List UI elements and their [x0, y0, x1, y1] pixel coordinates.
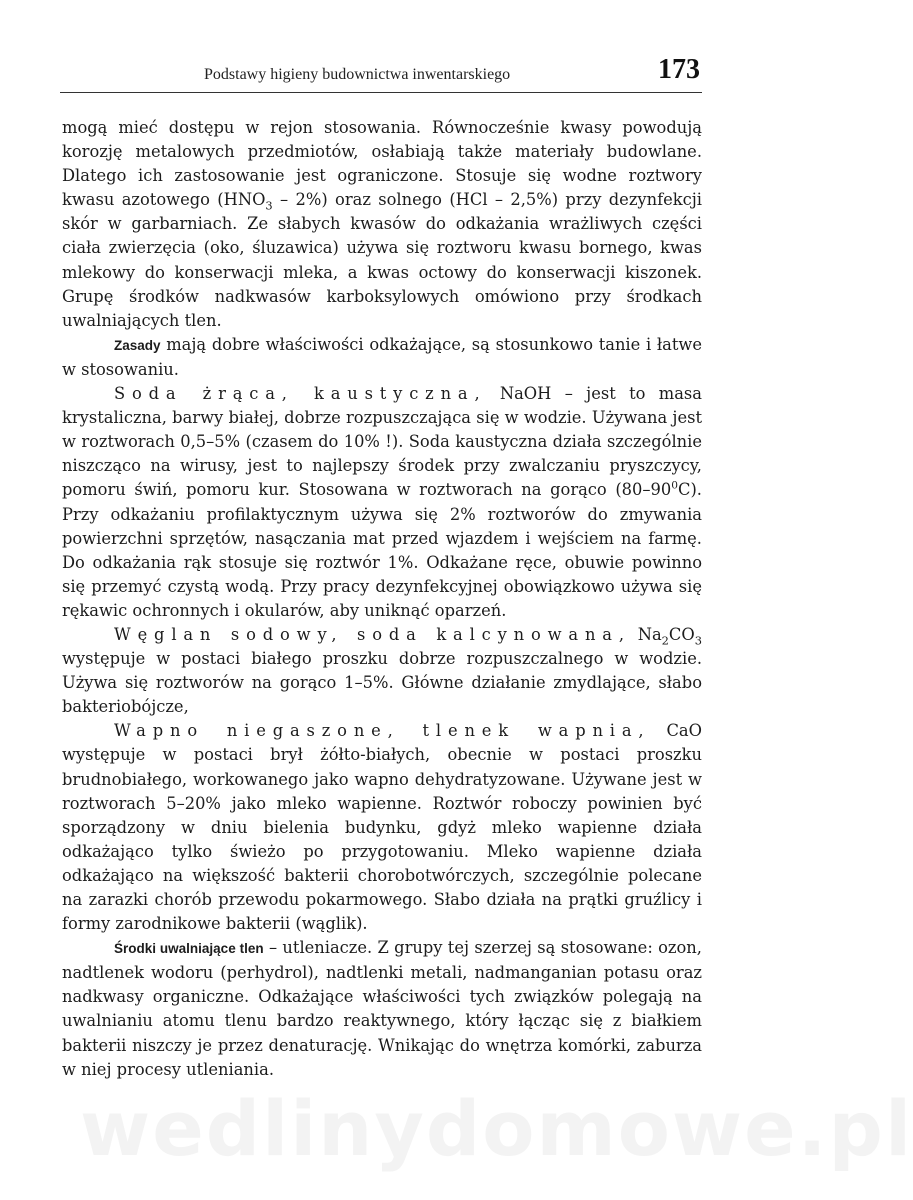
subscript: 3 — [694, 633, 702, 648]
paragraph-text: Na — [630, 624, 662, 644]
paragraph-text: NaOH – jest to masa krystaliczna, barwy białej, dobrze rozpuszczająca się w wodzie. Używana jest w roztworach 0,5–5% (czasem do 10% !). Soda kaustyczna działa szczególnie niszcząco na wirusy, jest to najlepszy środek przy zwalczaniu pryszczycy, pomoru świń, pomoru kur. Stosowana w roztworach na gorąco (80–90 — [62, 384, 702, 500]
paragraph-text: występuje w postaci białego proszku dobrze rozpuszczalnego w wodzie. Używa się roztworów na gorąco 1–5%. Główne działanie zmydlające, słabo bakteriobójcze, — [62, 649, 702, 717]
page-number: 173 — [658, 54, 700, 85]
paragraph-oxidizers — [62, 936, 702, 1082]
paragraph-bases — [62, 333, 702, 382]
paragraph-text: CaO występuje w postaci brył żółto-białych, obecnie w postaci proszku brudnobiałego, workowanego jako wapno dehydratyzowane. Używane jest w roztworach 5–20% jako mleko wapienne. Roztwór roboczy powinien być sporządzony w dniu bielenia budynku, gdyż mleko wapienne działa odkażająco tylko świeżo po przygotowaniu. Mleko wapienne działa odkażająco na większość bakterii chorobotwórczych, szczególnie polecane na zarazki chorób przewodu pokarmowego. Słabo działa na prątki gruźlicy i formy zarodnikowe bakterii (wąglik). — [62, 721, 702, 934]
paragraph-text: C). Przy odkażaniu profilaktycznym używa się 2% roztworów do zmywania powierzchni sprzętów, nasączania mat przed wjazdem i wejściem na farmę. Do odkażania rąk stosuje się roztwór 1%. Odkażane ręce, obuwie powinno się przemyć czystą wodą. Przy pracy dezynfekcyjnej obowiązkowo używa się rękawic ochronnych i okularów, aby uniknąć oparzeń. — [62, 480, 702, 620]
section-label: Zasady — [114, 337, 161, 353]
paragraph-acids — [62, 116, 702, 333]
spaced-term: Wapno niegaszone, tlenek wapnia, — [114, 721, 651, 741]
paragraph-soda-ash — [62, 623, 702, 719]
paragraph-text: – utleniacze. Z grupy tej szerzej są stosowane: ozon, nadtlenek wodoru (perhydrol), nadtlenki metali, nadmanganian potasu oraz nadkwasy organiczne. Odkażające właściwości tych związków polegają na uwalnianiu atomu tlenu bardzo reaktywnego, który łącząc się z białkiem bakterii niszczy je przez denaturację. Wnikając do wnętrza komórki, zaburza w niej procesy utleniania. — [62, 938, 702, 1079]
spaced-term: Węglan sodowy, soda kalcynowana, — [114, 624, 631, 644]
superscript: 0 — [671, 479, 678, 492]
paragraph-caustic-soda — [62, 382, 702, 623]
spaced-term: Soda żrąca, kaustyczna, — [114, 384, 487, 404]
page-header — [60, 54, 702, 93]
page-body — [62, 116, 702, 1082]
section-label: Środki uwalniające tlen — [114, 941, 264, 957]
paragraph-text: CO — [668, 624, 695, 644]
subscript: 3 — [265, 198, 273, 213]
running-title: Podstawy higieny budownictwa inwentarskiego — [204, 66, 511, 83]
subscript: 2 — [661, 633, 669, 648]
paragraph-text: mają dobre właściwości odkażające, są stosunkowo tanie i łatwe w stosowaniu. — [62, 334, 702, 379]
watermark: wedlinydomowe.pl — [80, 1084, 913, 1173]
paragraph-text: mogą mieć dostępu w rejon stosowania. Równocześnie kwasy powodują korozję metalowych przedmiotów, osłabiają także materiały budowlane. Dlatego ich zastosowanie jest ograniczone. Stosuje się wodne roztwory kwasu azotowego (HNO — [62, 118, 702, 210]
paragraph-text: – 2%) oraz solnego (HCl – 2,5%) przy dezynfekcji skór w garbarniach. Ze słabych kwasów do odkażania wrażliwych części ciała zwierzęcia (oko, śluzawica) używa się roztworu kwasu bornego, kwas mlekowy do konserwacji mleka, a kwas octowy do konserwacji kiszonek. Grupę środków nadkwasów karboksylowych omówiono przy środkach uwalniających tlen. — [62, 190, 702, 330]
paragraph-quicklime — [62, 719, 702, 936]
